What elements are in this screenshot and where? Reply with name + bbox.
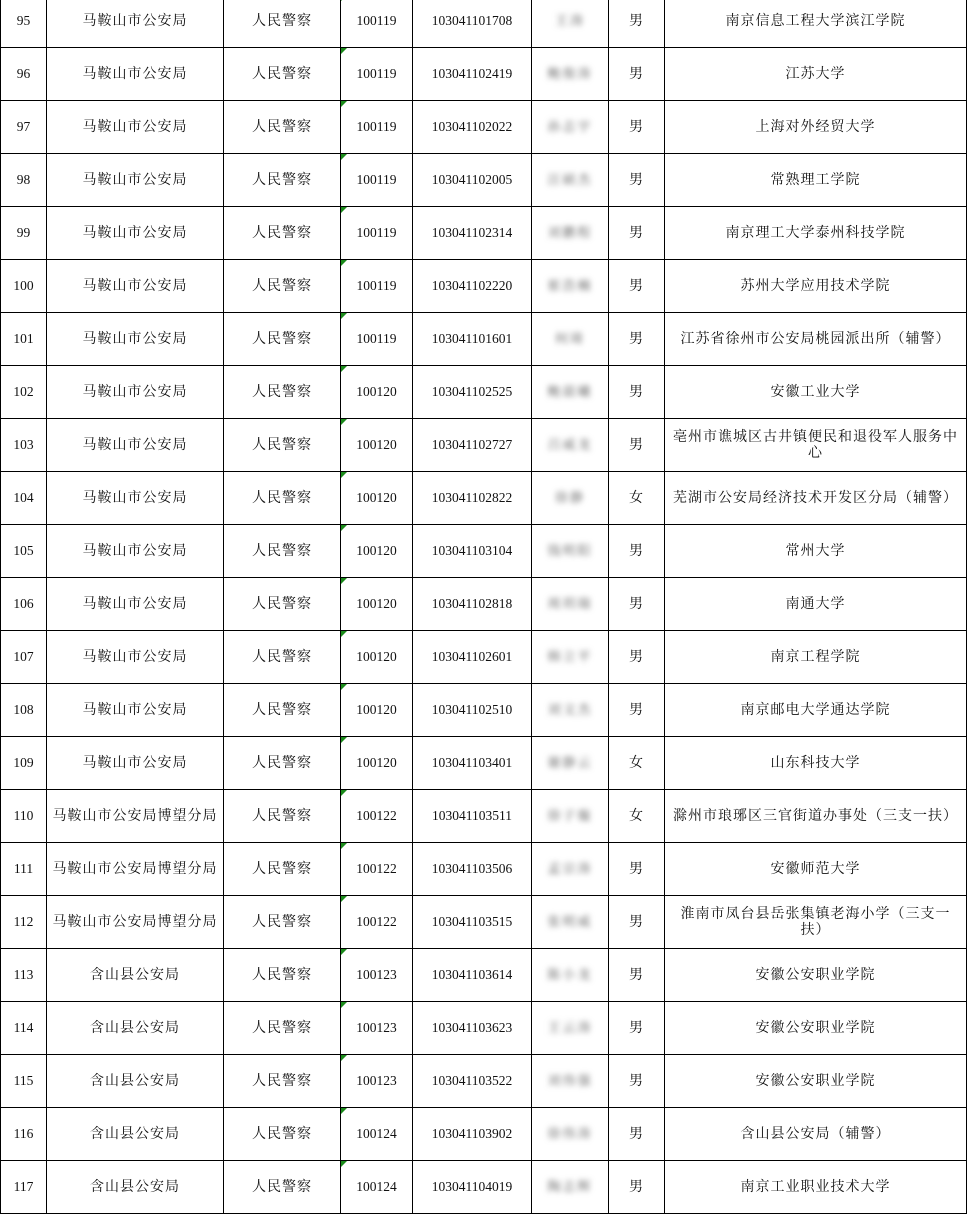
name-cell — [532, 1055, 609, 1108]
table-row — [1, 366, 967, 419]
name-cell — [532, 472, 609, 525]
row-number-cell: 112 — [1, 896, 47, 949]
school-cell: 安徽公安职业学院 — [665, 949, 967, 1002]
table-row — [1, 790, 967, 843]
position-code-cell: 100119 — [341, 48, 413, 101]
table-row — [1, 843, 967, 896]
name-cell — [532, 1108, 609, 1161]
school-cell: 安徽公安职业学院 — [665, 1002, 967, 1055]
blurred-name: 鲍俊涛 — [547, 66, 593, 82]
name-cell — [532, 631, 609, 684]
row-number-cell: 113 — [1, 949, 47, 1002]
unit-cell: 马鞍山市公安局博望分局 — [47, 896, 224, 949]
unit-cell: 含山县公安局 — [47, 1161, 224, 1214]
blurred-name: 刘伟强 — [547, 1073, 593, 1089]
school-cell: 安徽公安职业学院 — [665, 1055, 967, 1108]
position-cell: 人民警察 — [224, 313, 341, 366]
blurred-name: 陶志辉 — [547, 1179, 593, 1195]
position-cell: 人民警察 — [224, 1108, 341, 1161]
exam-number-cell: 103041102818 — [413, 578, 532, 631]
exam-number-cell: 103041103401 — [413, 737, 532, 790]
position-code-cell: 100120 — [341, 366, 413, 419]
exam-number-cell: 103041102727 — [413, 419, 532, 472]
blurred-name: 徐静 — [554, 490, 585, 506]
position-code-cell: 100119 — [341, 313, 413, 366]
unit-cell: 马鞍山市公安局博望分局 — [47, 843, 224, 896]
exam-number-cell: 103041103506 — [413, 843, 532, 896]
exam-number-cell: 103041104019 — [413, 1161, 532, 1214]
position-cell: 人民警察 — [224, 366, 341, 419]
position-code-cell: 100119 — [341, 207, 413, 260]
table-row — [1, 101, 967, 154]
unit-cell: 含山县公安局 — [47, 949, 224, 1002]
table-row — [1, 631, 967, 684]
gender-cell: 男 — [609, 154, 665, 207]
position-cell: 人民警察 — [224, 949, 341, 1002]
unit-cell: 马鞍山市公安局 — [47, 101, 224, 154]
position-code-cell: 100119 — [341, 260, 413, 313]
position-code-cell: 100119 — [341, 154, 413, 207]
gender-cell: 男 — [609, 578, 665, 631]
gender-cell: 男 — [609, 260, 665, 313]
position-cell: 人民警察 — [224, 472, 341, 525]
position-code-cell: 100120 — [341, 737, 413, 790]
school-cell: 安徽工业大学 — [665, 366, 967, 419]
name-cell — [532, 578, 609, 631]
exam-number-cell: 103041103902 — [413, 1108, 532, 1161]
blurred-name: 孟宗涛 — [547, 861, 593, 877]
position-cell: 人民警察 — [224, 896, 341, 949]
blurred-name: 王云涛 — [547, 1020, 593, 1036]
gender-cell: 男 — [609, 896, 665, 949]
school-cell: 淮南市凤台县岳张集镇老海小学（三支一扶） — [665, 896, 967, 949]
table-row — [1, 896, 967, 949]
position-cell: 人民警察 — [224, 684, 341, 737]
unit-cell: 马鞍山市公安局 — [47, 419, 224, 472]
exam-number-cell: 103041102510 — [413, 684, 532, 737]
unit-cell: 马鞍山市公安局 — [47, 525, 224, 578]
unit-cell: 马鞍山市公安局 — [47, 0, 224, 48]
table-row — [1, 207, 967, 260]
blurred-name: 徐子璇 — [547, 808, 593, 824]
school-cell: 芜湖市公安局经济技术开发区分局（辅警） — [665, 472, 967, 525]
position-code-cell: 100122 — [341, 896, 413, 949]
gender-cell: 男 — [609, 366, 665, 419]
name-cell — [532, 260, 609, 313]
row-number-cell: 114 — [1, 1002, 47, 1055]
row-number-cell: 97 — [1, 101, 47, 154]
table-row — [1, 48, 967, 101]
row-number-cell: 104 — [1, 472, 47, 525]
blurred-name: 孙志宇 — [547, 119, 593, 135]
position-cell: 人民警察 — [224, 1161, 341, 1214]
position-cell: 人民警察 — [224, 207, 341, 260]
unit-cell: 马鞍山市公安局博望分局 — [47, 790, 224, 843]
name-cell — [532, 684, 609, 737]
position-cell: 人民警察 — [224, 101, 341, 154]
blurred-name: 谢静云 — [547, 755, 593, 771]
gender-cell: 女 — [609, 737, 665, 790]
school-cell: 南通大学 — [665, 578, 967, 631]
school-cell: 山东科技大学 — [665, 737, 967, 790]
row-number-cell: 107 — [1, 631, 47, 684]
school-cell: 安徽师范大学 — [665, 843, 967, 896]
table-row — [1, 154, 967, 207]
exam-number-cell: 103041103623 — [413, 1002, 532, 1055]
blurred-name: 张明威 — [547, 914, 593, 930]
row-number-cell: 108 — [1, 684, 47, 737]
school-cell: 南京邮电大学通达学院 — [665, 684, 967, 737]
exam-number-cell: 103041102220 — [413, 260, 532, 313]
position-code-cell: 100124 — [341, 1108, 413, 1161]
table-row — [1, 1161, 967, 1214]
position-code-cell: 100119 — [341, 101, 413, 154]
exam-number-cell: 103041103515 — [413, 896, 532, 949]
school-cell: 上海对外经贸大学 — [665, 101, 967, 154]
row-number-cell: 95 — [1, 0, 47, 48]
name-cell — [532, 737, 609, 790]
position-code-cell: 100120 — [341, 419, 413, 472]
exam-number-cell: 103041102314 — [413, 207, 532, 260]
name-cell — [532, 1161, 609, 1214]
exam-number-cell: 103041103511 — [413, 790, 532, 843]
blurred-name: 周玥瑞 — [547, 596, 593, 612]
school-cell: 南京工业职业技术大学 — [665, 1161, 967, 1214]
table-row — [1, 578, 967, 631]
name-cell — [532, 207, 609, 260]
position-cell: 人民警察 — [224, 790, 341, 843]
position-cell: 人民警察 — [224, 737, 341, 790]
table-row — [1, 1108, 967, 1161]
school-cell: 亳州市谯城区古井镇便民和退役军人服务中心 — [665, 419, 967, 472]
row-number-cell: 103 — [1, 419, 47, 472]
blurred-name: 王涛 — [554, 13, 585, 29]
name-cell — [532, 790, 609, 843]
position-code-cell: 100122 — [341, 843, 413, 896]
position-code-cell: 100123 — [341, 949, 413, 1002]
name-cell — [532, 366, 609, 419]
unit-cell: 马鞍山市公安局 — [47, 207, 224, 260]
position-code-cell: 100124 — [341, 1161, 413, 1214]
blurred-name: 陈小龙 — [547, 967, 593, 983]
table-body — [1, 0, 967, 1214]
row-number-cell: 111 — [1, 843, 47, 896]
gender-cell: 女 — [609, 790, 665, 843]
position-cell: 人民警察 — [224, 154, 341, 207]
school-cell: 常熟理工学院 — [665, 154, 967, 207]
blurred-name: 崔浩楠 — [547, 278, 593, 294]
unit-cell: 马鞍山市公安局 — [47, 631, 224, 684]
gender-cell: 男 — [609, 48, 665, 101]
exam-number-cell: 103041102601 — [413, 631, 532, 684]
exam-number-cell: 103041102419 — [413, 48, 532, 101]
position-cell: 人民警察 — [224, 1002, 341, 1055]
row-number-cell: 96 — [1, 48, 47, 101]
exam-number-cell: 103041103522 — [413, 1055, 532, 1108]
school-cell: 南京理工大学泰州科技学院 — [665, 207, 967, 260]
school-cell: 苏州大学应用技术学院 — [665, 260, 967, 313]
table-row — [1, 419, 967, 472]
unit-cell: 马鞍山市公安局 — [47, 366, 224, 419]
position-cell: 人民警察 — [224, 631, 341, 684]
unit-cell: 马鞍山市公安局 — [47, 737, 224, 790]
unit-cell: 马鞍山市公安局 — [47, 313, 224, 366]
exam-number-cell: 103041101708 — [413, 0, 532, 48]
blurred-name: 吕威龙 — [547, 437, 593, 453]
row-number-cell: 98 — [1, 154, 47, 207]
row-number-cell: 100 — [1, 260, 47, 313]
unit-cell: 马鞍山市公安局 — [47, 578, 224, 631]
table-row — [1, 1002, 967, 1055]
blurred-name: 汪硕杰 — [547, 172, 593, 188]
unit-cell: 马鞍山市公安局 — [47, 684, 224, 737]
position-code-cell: 100119 — [341, 0, 413, 48]
position-cell: 人民警察 — [224, 419, 341, 472]
name-cell — [532, 154, 609, 207]
name-cell — [532, 896, 609, 949]
name-cell — [532, 949, 609, 1002]
name-cell — [532, 525, 609, 578]
school-cell: 含山县公安局（辅警） — [665, 1108, 967, 1161]
exam-number-cell: 103041101601 — [413, 313, 532, 366]
exam-number-cell: 103041102022 — [413, 101, 532, 154]
unit-cell: 含山县公安局 — [47, 1055, 224, 1108]
school-cell: 滁州市琅琊区三官街道办事处（三支一扶） — [665, 790, 967, 843]
school-cell: 南京信息工程大学滨江学院 — [665, 0, 967, 48]
position-code-cell: 100120 — [341, 472, 413, 525]
school-cell: 常州大学 — [665, 525, 967, 578]
table-row — [1, 313, 967, 366]
gender-cell: 男 — [609, 684, 665, 737]
gender-cell: 女 — [609, 472, 665, 525]
row-number-cell: 115 — [1, 1055, 47, 1108]
position-cell: 人民警察 — [224, 525, 341, 578]
position-code-cell: 100120 — [341, 525, 413, 578]
name-cell — [532, 0, 609, 48]
name-cell — [532, 313, 609, 366]
unit-cell: 马鞍山市公安局 — [47, 154, 224, 207]
gender-cell: 男 — [609, 1108, 665, 1161]
position-cell: 人民警察 — [224, 260, 341, 313]
gender-cell: 男 — [609, 1055, 665, 1108]
position-cell: 人民警察 — [224, 843, 341, 896]
school-cell: 南京工程学院 — [665, 631, 967, 684]
position-cell: 人民警察 — [224, 1055, 341, 1108]
table-row — [1, 949, 967, 1002]
exam-number-cell: 103041103614 — [413, 949, 532, 1002]
row-number-cell: 116 — [1, 1108, 47, 1161]
unit-cell: 含山县公安局 — [47, 1002, 224, 1055]
unit-cell: 马鞍山市公安局 — [47, 48, 224, 101]
position-code-cell: 100122 — [341, 790, 413, 843]
exam-number-cell: 103041103104 — [413, 525, 532, 578]
row-number-cell: 105 — [1, 525, 47, 578]
exam-number-cell: 103041102005 — [413, 154, 532, 207]
row-number-cell: 117 — [1, 1161, 47, 1214]
position-code-cell: 100123 — [341, 1002, 413, 1055]
unit-cell: 马鞍山市公安局 — [47, 260, 224, 313]
name-cell — [532, 1002, 609, 1055]
position-cell: 人民警察 — [224, 0, 341, 48]
position-code-cell: 100120 — [341, 631, 413, 684]
position-cell: 人民警察 — [224, 578, 341, 631]
exam-number-cell: 103041102525 — [413, 366, 532, 419]
position-code-cell: 100120 — [341, 578, 413, 631]
gender-cell: 男 — [609, 949, 665, 1002]
school-cell: 江苏省徐州市公安局桃园派出所（辅警） — [665, 313, 967, 366]
name-cell — [532, 419, 609, 472]
table-row — [1, 472, 967, 525]
gender-cell: 男 — [609, 525, 665, 578]
gender-cell: 男 — [609, 101, 665, 154]
gender-cell: 男 — [609, 313, 665, 366]
blurred-name: 刘文杰 — [547, 702, 593, 718]
row-number-cell: 106 — [1, 578, 47, 631]
blurred-name: 韩立平 — [547, 649, 593, 665]
exam-number-cell: 103041102822 — [413, 472, 532, 525]
name-cell — [532, 48, 609, 101]
row-number-cell: 110 — [1, 790, 47, 843]
row-number-cell: 102 — [1, 366, 47, 419]
gender-cell: 男 — [609, 843, 665, 896]
position-cell: 人民警察 — [224, 48, 341, 101]
gender-cell: 男 — [609, 1161, 665, 1214]
gender-cell: 男 — [609, 1002, 665, 1055]
name-cell — [532, 843, 609, 896]
blurred-name: 何琦 — [554, 331, 585, 347]
unit-cell: 马鞍山市公安局 — [47, 472, 224, 525]
row-number-cell: 101 — [1, 313, 47, 366]
table-row — [1, 684, 967, 737]
position-code-cell: 100120 — [341, 684, 413, 737]
blurred-name: 刘鹏程 — [547, 225, 593, 241]
gender-cell: 男 — [609, 419, 665, 472]
table-row — [1, 525, 967, 578]
unit-cell: 含山县公安局 — [47, 1108, 224, 1161]
table-row — [1, 0, 967, 48]
row-number-cell: 109 — [1, 737, 47, 790]
table-row — [1, 260, 967, 313]
school-cell: 江苏大学 — [665, 48, 967, 101]
blurred-name: 徐伟涛 — [547, 1126, 593, 1142]
table-row — [1, 737, 967, 790]
position-code-cell: 100123 — [341, 1055, 413, 1108]
blurred-name: 鲍晨曦 — [547, 384, 593, 400]
gender-cell: 男 — [609, 0, 665, 48]
gender-cell: 男 — [609, 631, 665, 684]
table-row — [1, 1055, 967, 1108]
row-number-cell: 99 — [1, 207, 47, 260]
blurred-name: 钱明阳 — [547, 543, 593, 559]
gender-cell: 男 — [609, 207, 665, 260]
name-cell — [532, 101, 609, 154]
